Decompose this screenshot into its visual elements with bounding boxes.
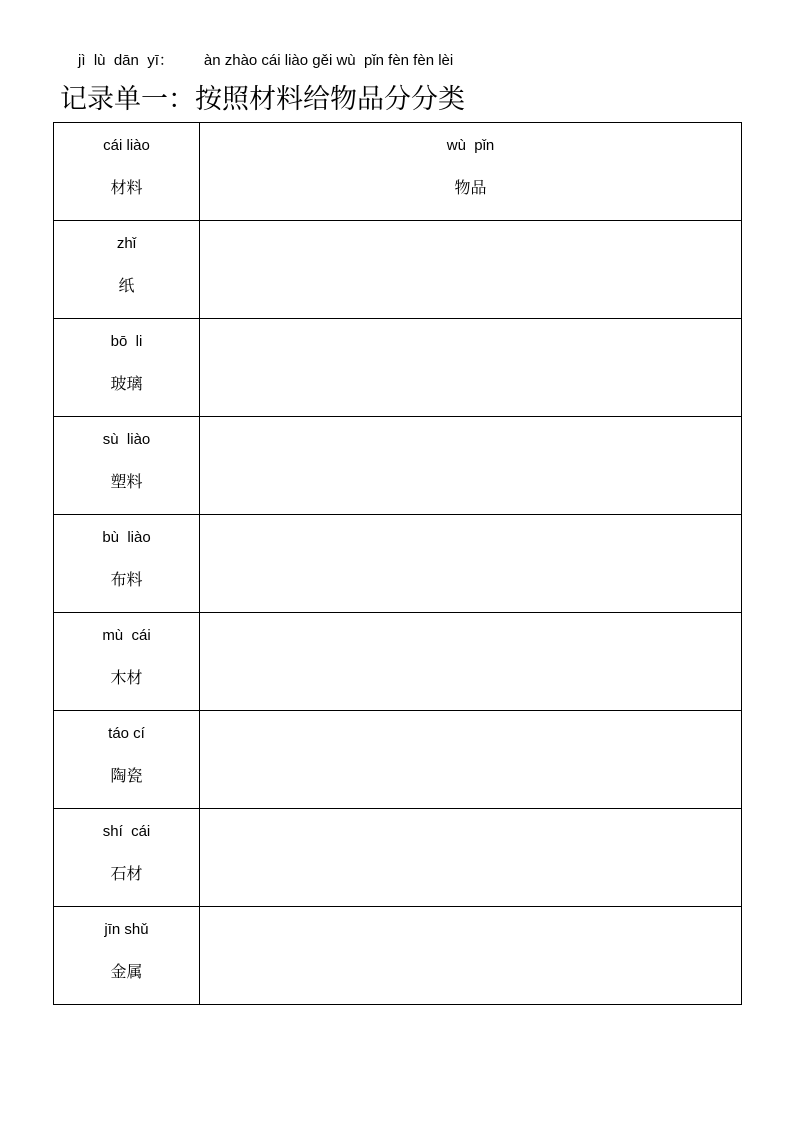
material-pinyin: jīn shǔ — [104, 921, 149, 938]
material-header-pinyin: cái liào — [103, 137, 150, 154]
items-entry-cell[interactable] — [200, 613, 742, 711]
table-row — [54, 221, 742, 319]
record-table — [53, 122, 742, 1005]
title-pinyin — [78, 50, 453, 72]
material-label: 木材 — [110, 668, 143, 687]
material-cell — [54, 221, 200, 319]
material-pinyin: bō li — [110, 333, 143, 350]
material-label: 石材 — [110, 864, 143, 883]
material-cell — [54, 319, 200, 417]
material-pinyin: shí cái — [102, 823, 151, 840]
material-header-label: 材料 — [110, 178, 143, 197]
material-cell — [54, 809, 200, 907]
material-label: 塑料 — [110, 472, 143, 491]
title-pinyin-right: àn zhào cái liào gěi wù pǐn fèn fèn lèi — [203, 52, 454, 69]
items-entry-cell[interactable] — [200, 417, 742, 515]
material-cell — [54, 417, 200, 515]
page-title: 记录单一：按照材料给物品分分类 — [60, 84, 465, 115]
material-label: 金属 — [110, 962, 143, 981]
items-entry-cell[interactable] — [200, 221, 742, 319]
table-row — [54, 417, 742, 515]
material-cell — [54, 711, 200, 809]
items-entry-cell[interactable] — [200, 907, 742, 1005]
material-label: 陶瓷 — [110, 766, 143, 785]
items-entry-cell[interactable] — [200, 515, 742, 613]
items-entry-cell[interactable] — [200, 809, 742, 907]
material-pinyin: zhǐ — [116, 235, 137, 252]
material-pinyin: táo cí — [108, 725, 145, 742]
table-row — [54, 613, 742, 711]
material-label: 纸 — [118, 276, 135, 295]
material-header-cell — [54, 123, 200, 221]
table-row — [54, 809, 742, 907]
table-row — [54, 319, 742, 417]
material-pinyin: sù liào — [102, 431, 151, 448]
table-row — [54, 907, 742, 1005]
table-header-row — [54, 123, 742, 221]
material-label: 玻璃 — [110, 374, 143, 393]
material-label: 布料 — [110, 570, 143, 589]
items-header-pinyin: wù pǐn — [446, 137, 495, 154]
material-pinyin: mù cái — [102, 627, 151, 644]
material-cell — [54, 907, 200, 1005]
title-pinyin-left: jì lù dān yī： — [78, 52, 174, 69]
material-cell — [54, 613, 200, 711]
material-cell — [54, 515, 200, 613]
items-entry-cell[interactable] — [200, 319, 742, 417]
material-pinyin: bù liào — [102, 529, 151, 546]
items-entry-cell[interactable] — [200, 711, 742, 809]
table-row — [54, 711, 742, 809]
table-row — [54, 515, 742, 613]
items-header-cell — [200, 123, 742, 221]
items-header-label: 物品 — [454, 178, 487, 197]
